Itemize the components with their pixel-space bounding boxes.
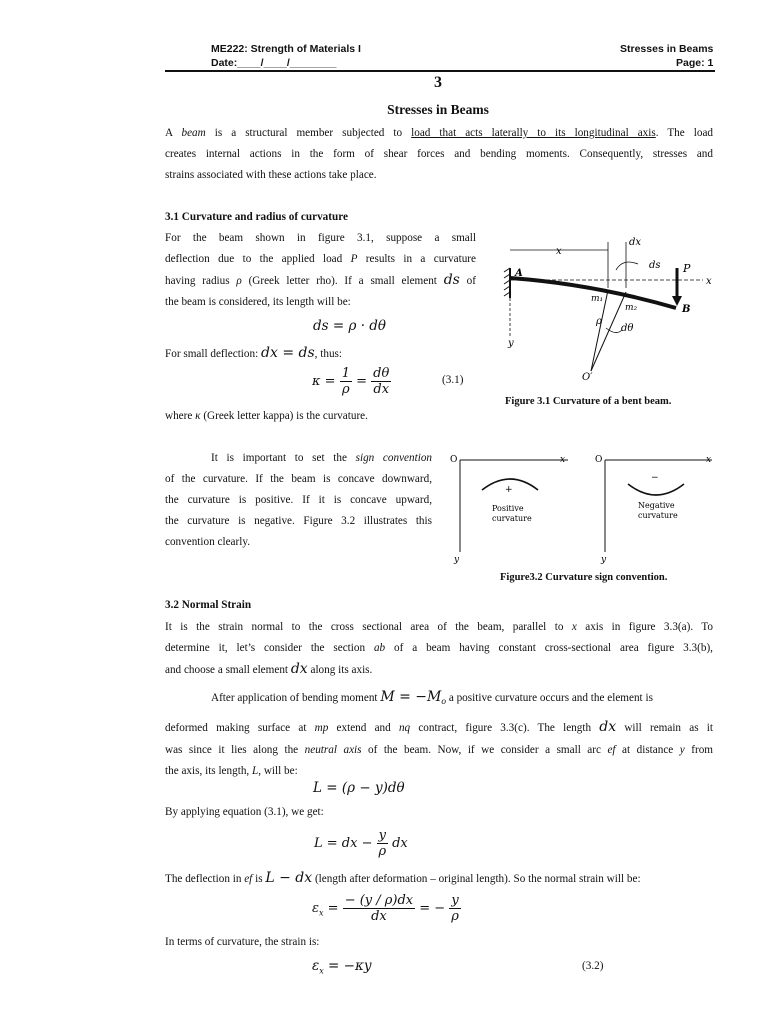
applying-line: By applying equation (3.1), we get: bbox=[165, 806, 324, 818]
fig1-label-A: A bbox=[515, 268, 523, 279]
small-deflection-line: For small deflection: dx = ds, thus: bbox=[165, 345, 343, 361]
negative-curve bbox=[628, 484, 684, 495]
fig1-label-rho: ρ bbox=[596, 316, 602, 327]
header-rule bbox=[165, 70, 715, 72]
section-3-2-heading: 3.2 Normal Strain bbox=[165, 599, 252, 611]
fig1-label-ds: ds bbox=[649, 260, 661, 271]
left-y-label: y bbox=[454, 555, 460, 565]
figure-3-1 bbox=[498, 228, 720, 400]
intro-line-3: strains associated with these actions take place. bbox=[165, 169, 377, 181]
section-3-1-paragraph: For the beam shown in figure 3.1, suppose a small deflection due to the applied load P results in a curvature having radius ρ (Greek letter rho). If a small element ds of the beam is considered, its length will be: bbox=[165, 232, 476, 308]
load-arrow-head bbox=[672, 296, 682, 306]
fig1-label-m1: m₁ bbox=[591, 294, 604, 304]
right-label-2: curvature bbox=[638, 511, 678, 520]
deflection-line: The deflection in ef is L − dx (length after deformation – original length). So the normal strain will be: bbox=[165, 870, 641, 886]
right-y-label: y bbox=[601, 555, 607, 565]
equation-L2: L = dx − $\frac{y}{\rho}$ dx bbox=[314, 828, 408, 859]
chapter-number: 3 bbox=[434, 74, 442, 91]
where-kappa-line: where κ (Greek letter kappa) is the curvature. bbox=[165, 410, 368, 422]
left-x-label: x bbox=[560, 455, 566, 465]
figure-3-2-caption: Figure3.2 Curvature sign convention. bbox=[500, 572, 668, 583]
fig1-label-x-axis: x bbox=[706, 276, 712, 287]
figure-3-2 bbox=[448, 450, 720, 568]
section-3-2-paragraph-2: After application of bending moment $M = -M_o$ a positive curvature occurs and the element is deformed making surface at mp extend and nq contract, figure 3.3(c). The length dx will remain as it was since it lies along the neutral axis of the beam. Now, if we consider a small arc ef at distance y from the axis, its length, L, will be: bbox=[165, 689, 713, 778]
equation-3-1-label: (3.1) bbox=[442, 374, 464, 386]
equation-3-2-label: (3.2) bbox=[582, 960, 604, 972]
fig1-label-y: y bbox=[508, 338, 514, 349]
sign-convention-paragraph: It is important to set the sign convention of the curvature. If the beam is concave downward, the curvature is positive. If it is concave upward, the curvature is negative. Figure 3.2 illustrates this convention clearly. bbox=[165, 452, 433, 548]
right-x-label: x bbox=[706, 455, 712, 465]
fig1-label-x: x bbox=[556, 246, 562, 257]
intro-line-1: A beam is a structural member subjected to load that acts laterally to its longitudinal axis. The load bbox=[165, 127, 714, 139]
fig1-label-dx: dx bbox=[629, 237, 642, 248]
right-sign: − bbox=[651, 473, 659, 483]
right-o-label: O bbox=[595, 455, 603, 465]
fig1-label-dtheta: dθ bbox=[621, 323, 634, 334]
left-label-2: curvature bbox=[492, 514, 532, 523]
left-label-1: Positive bbox=[492, 504, 524, 513]
intro-line-2: creates internal actions in the form of shear forces and bending moments. Consequently, stresses and bbox=[165, 148, 713, 160]
ds-arc bbox=[616, 262, 638, 270]
equation-3-2: $\varepsilon_x = -\kappa y$ bbox=[312, 958, 372, 976]
fig1-label-m2: m₂ bbox=[625, 303, 638, 313]
terms-line: In terms of curvature, the strain is: bbox=[165, 936, 320, 948]
figure-3-1-caption: Figure 3.1 Curvature of a bent beam. bbox=[505, 396, 672, 407]
course-title: ME222: Strength of Materials I bbox=[211, 43, 361, 55]
fig1-label-O: O′ bbox=[582, 372, 593, 383]
section-3-2-paragraph-1: It is the strain normal to the cross sectional area of the beam, parallel to x axis in figure 3.3(a). To determine it, let’s consider the section ab of a beam having constant cross-sectional area figure 3.3(b), and choose a small element dx along its axis. bbox=[165, 621, 713, 677]
date-field: Date:____/____/________ bbox=[211, 57, 337, 69]
fig1-label-B: B bbox=[682, 304, 691, 315]
equation-strain: $\varepsilon_x$ = $\frac{- (y / \rho)dx}{dx}$ = − $\frac{y}{\rho}$ bbox=[312, 893, 459, 924]
equation-3-1: κ = $\frac{1}{\rho}$ = $\frac{d\theta}{dx}$ bbox=[312, 366, 390, 397]
section-3-1-heading: 3.1 Curvature and radius of curvature bbox=[165, 211, 348, 223]
right-label-1: Negative bbox=[638, 501, 675, 510]
page-number: Page: 1 bbox=[676, 57, 714, 69]
intro-paragraph bbox=[165, 123, 713, 186]
left-o-label: O bbox=[450, 455, 458, 465]
chapter-title: Stresses in Beams bbox=[387, 102, 489, 117]
left-sign: + bbox=[505, 485, 513, 495]
equation-ds: ds = ρ · dθ bbox=[313, 318, 387, 334]
equation-L1: L = (ρ − y)dθ bbox=[313, 780, 405, 796]
fig1-label-P: P bbox=[683, 262, 691, 275]
header-topic: Stresses in Beams bbox=[620, 43, 714, 55]
